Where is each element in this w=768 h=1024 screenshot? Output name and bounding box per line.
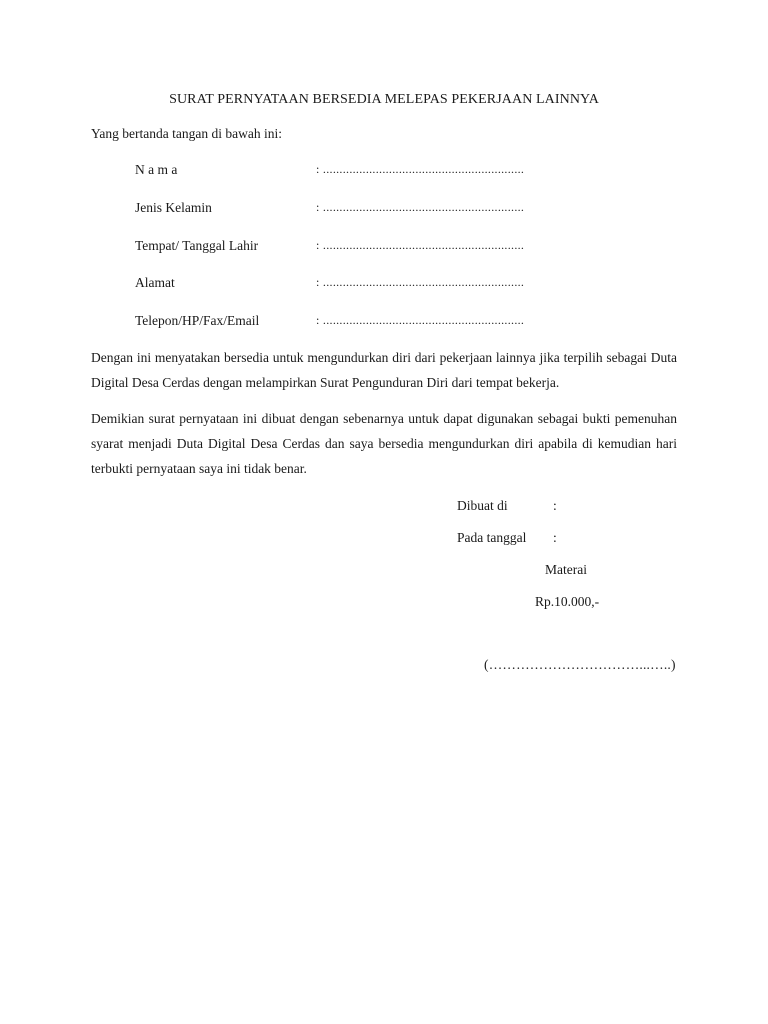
field-blank: : ............................................................. xyxy=(316,238,525,252)
field-label: Alamat xyxy=(135,275,175,290)
field-label: Telepon/HP/Fax/Email xyxy=(135,313,260,328)
field-blank: : ............................................................. xyxy=(316,200,525,214)
field-nama xyxy=(135,162,555,180)
place-label: Dibuat di xyxy=(457,498,508,513)
field-telepon xyxy=(135,313,555,331)
field-label: Tempat/ Tanggal Lahir xyxy=(135,238,259,253)
closing-paragraph: Demikian surat pernyataan ini dibuat dengan sebenarnya untuk dapat digunakan sebagai bukti pemenuhan syarat menjadi Duta Digital Desa Cerdas dan saya bersedia mengundurkan diri apabila di kemudian hari terbukti pernyataan saya ini tidak benar. xyxy=(91,411,677,476)
field-blank: : ............................................................. xyxy=(316,162,525,176)
field-alamat xyxy=(135,275,555,293)
field-jenis-kelamin xyxy=(135,200,555,218)
stamp-label: Materai xyxy=(545,562,587,577)
field-blank: : ............................................................. xyxy=(316,275,525,289)
stamp-value: Rp.10.000,- xyxy=(535,594,600,609)
field-label: N a m a xyxy=(135,162,178,177)
field-label: Jenis Kelamin xyxy=(135,200,212,215)
intro-text: Yang bertanda tangan di bawah ini: xyxy=(91,126,282,141)
statement-paragraph: Dengan ini menyatakan bersedia untuk mengundurkan diri dari pekerjaan lainnya jika terpilih sebagai Duta Digital Desa Cerdas dengan melampirkan Surat Pengunduran Diri dari tempat bekerja. xyxy=(91,350,677,390)
place-colon: : xyxy=(553,498,557,513)
date-label: Pada tanggal xyxy=(457,530,527,545)
field-blank: : ............................................................. xyxy=(316,313,525,327)
signature-line: (……………………………...…..) xyxy=(484,657,676,672)
date-colon: : xyxy=(553,530,557,545)
document-title: SURAT PERNYATAAN BERSEDIA MELEPAS PEKERJAAN LAINNYA xyxy=(169,92,599,107)
field-tempat-tanggal-lahir xyxy=(135,238,555,256)
